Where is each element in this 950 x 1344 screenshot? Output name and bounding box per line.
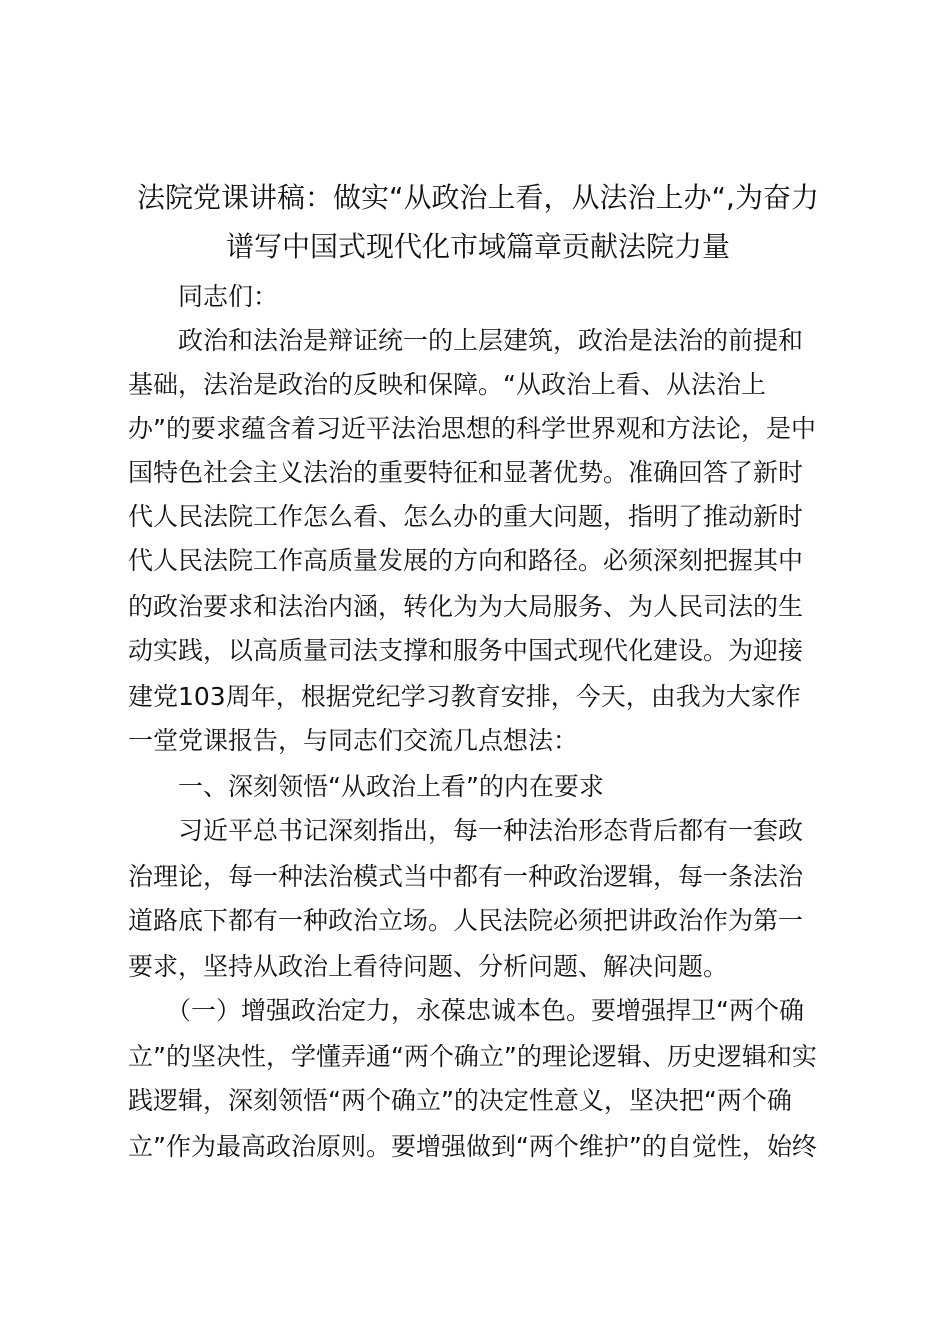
document-title-line-1: 法院党课讲稿：做实“从政治上看，从法治上办“,为奋力 (137, 181, 819, 214)
paragraph-line: 代人民法院工作怎么看、怎么办的重大问题，指明了推动新时 (128, 502, 804, 531)
paragraph-line: 道路底下都有一种政治立场。人民法院必须把讲政治作为第一 (128, 906, 804, 935)
paragraph-line: 践逻辑，深刻领悟“两个确立”的决定性意义，坚决把“两个确 (128, 1086, 792, 1115)
paragraph-line: 代人民法院工作高质量发展的方向和路径。必须深刻把握其中 (128, 546, 804, 575)
paragraph-line: 立”作为最高政治原则。要增强做到“两个维护”的自觉性，始终 (128, 1132, 817, 1161)
salutation: 同志们： (178, 282, 279, 311)
subsection-line: （一）增强政治定力，永葆忠诚本色。要增强捍卫“两个确 (166, 996, 804, 1025)
document-title-line-2: 谱写中国式现代化市域篇章贡献法院力量 (225, 230, 730, 263)
paragraph-line: 动实践，以高质量司法支撑和服务中国式现代化建设。为迎接 (128, 636, 804, 665)
paragraph-line: 国特色社会主义法治的重要特征和显著优势。准确回答了新时 (128, 458, 804, 487)
paragraph-line: 一堂党课报告，与同志们交流几点想法： (128, 726, 579, 755)
paragraph-line: 的政治要求和法治内涵，转化为为大局服务、为人民司法的生 (128, 592, 804, 621)
paragraph-line: 治理论，每一种法治模式当中都有一种政治逻辑，每一条法治 (128, 862, 804, 891)
paragraph-line: 习近平总书记深刻指出，每一种法治形态背后都有一套政 (178, 816, 804, 845)
paragraph-line: 基础，法治是政治的反映和保障。“从政治上看、从法治上 (128, 370, 766, 399)
paragraph-line: 建党103周年，根据党纪学习教育安排，今天，由我为大家作 (128, 682, 801, 711)
paragraph-line: 政治和法治是辩证统一的上层建筑，政治是法治的前提和 (178, 326, 804, 355)
paragraph-line: 要求，坚持从政治上看待问题、分析问题、解决问题。 (128, 952, 729, 981)
section-heading: 一、深刻领悟“从政治上看”的内在要求 (178, 772, 604, 801)
paragraph-line: 办”的要求蕴含着习近平法治思想的科学世界观和方法论，是中 (128, 414, 816, 443)
paragraph-line: 立”的坚决性，学懂弄通“两个确立”的理论逻辑、历史逻辑和实 (128, 1042, 817, 1071)
